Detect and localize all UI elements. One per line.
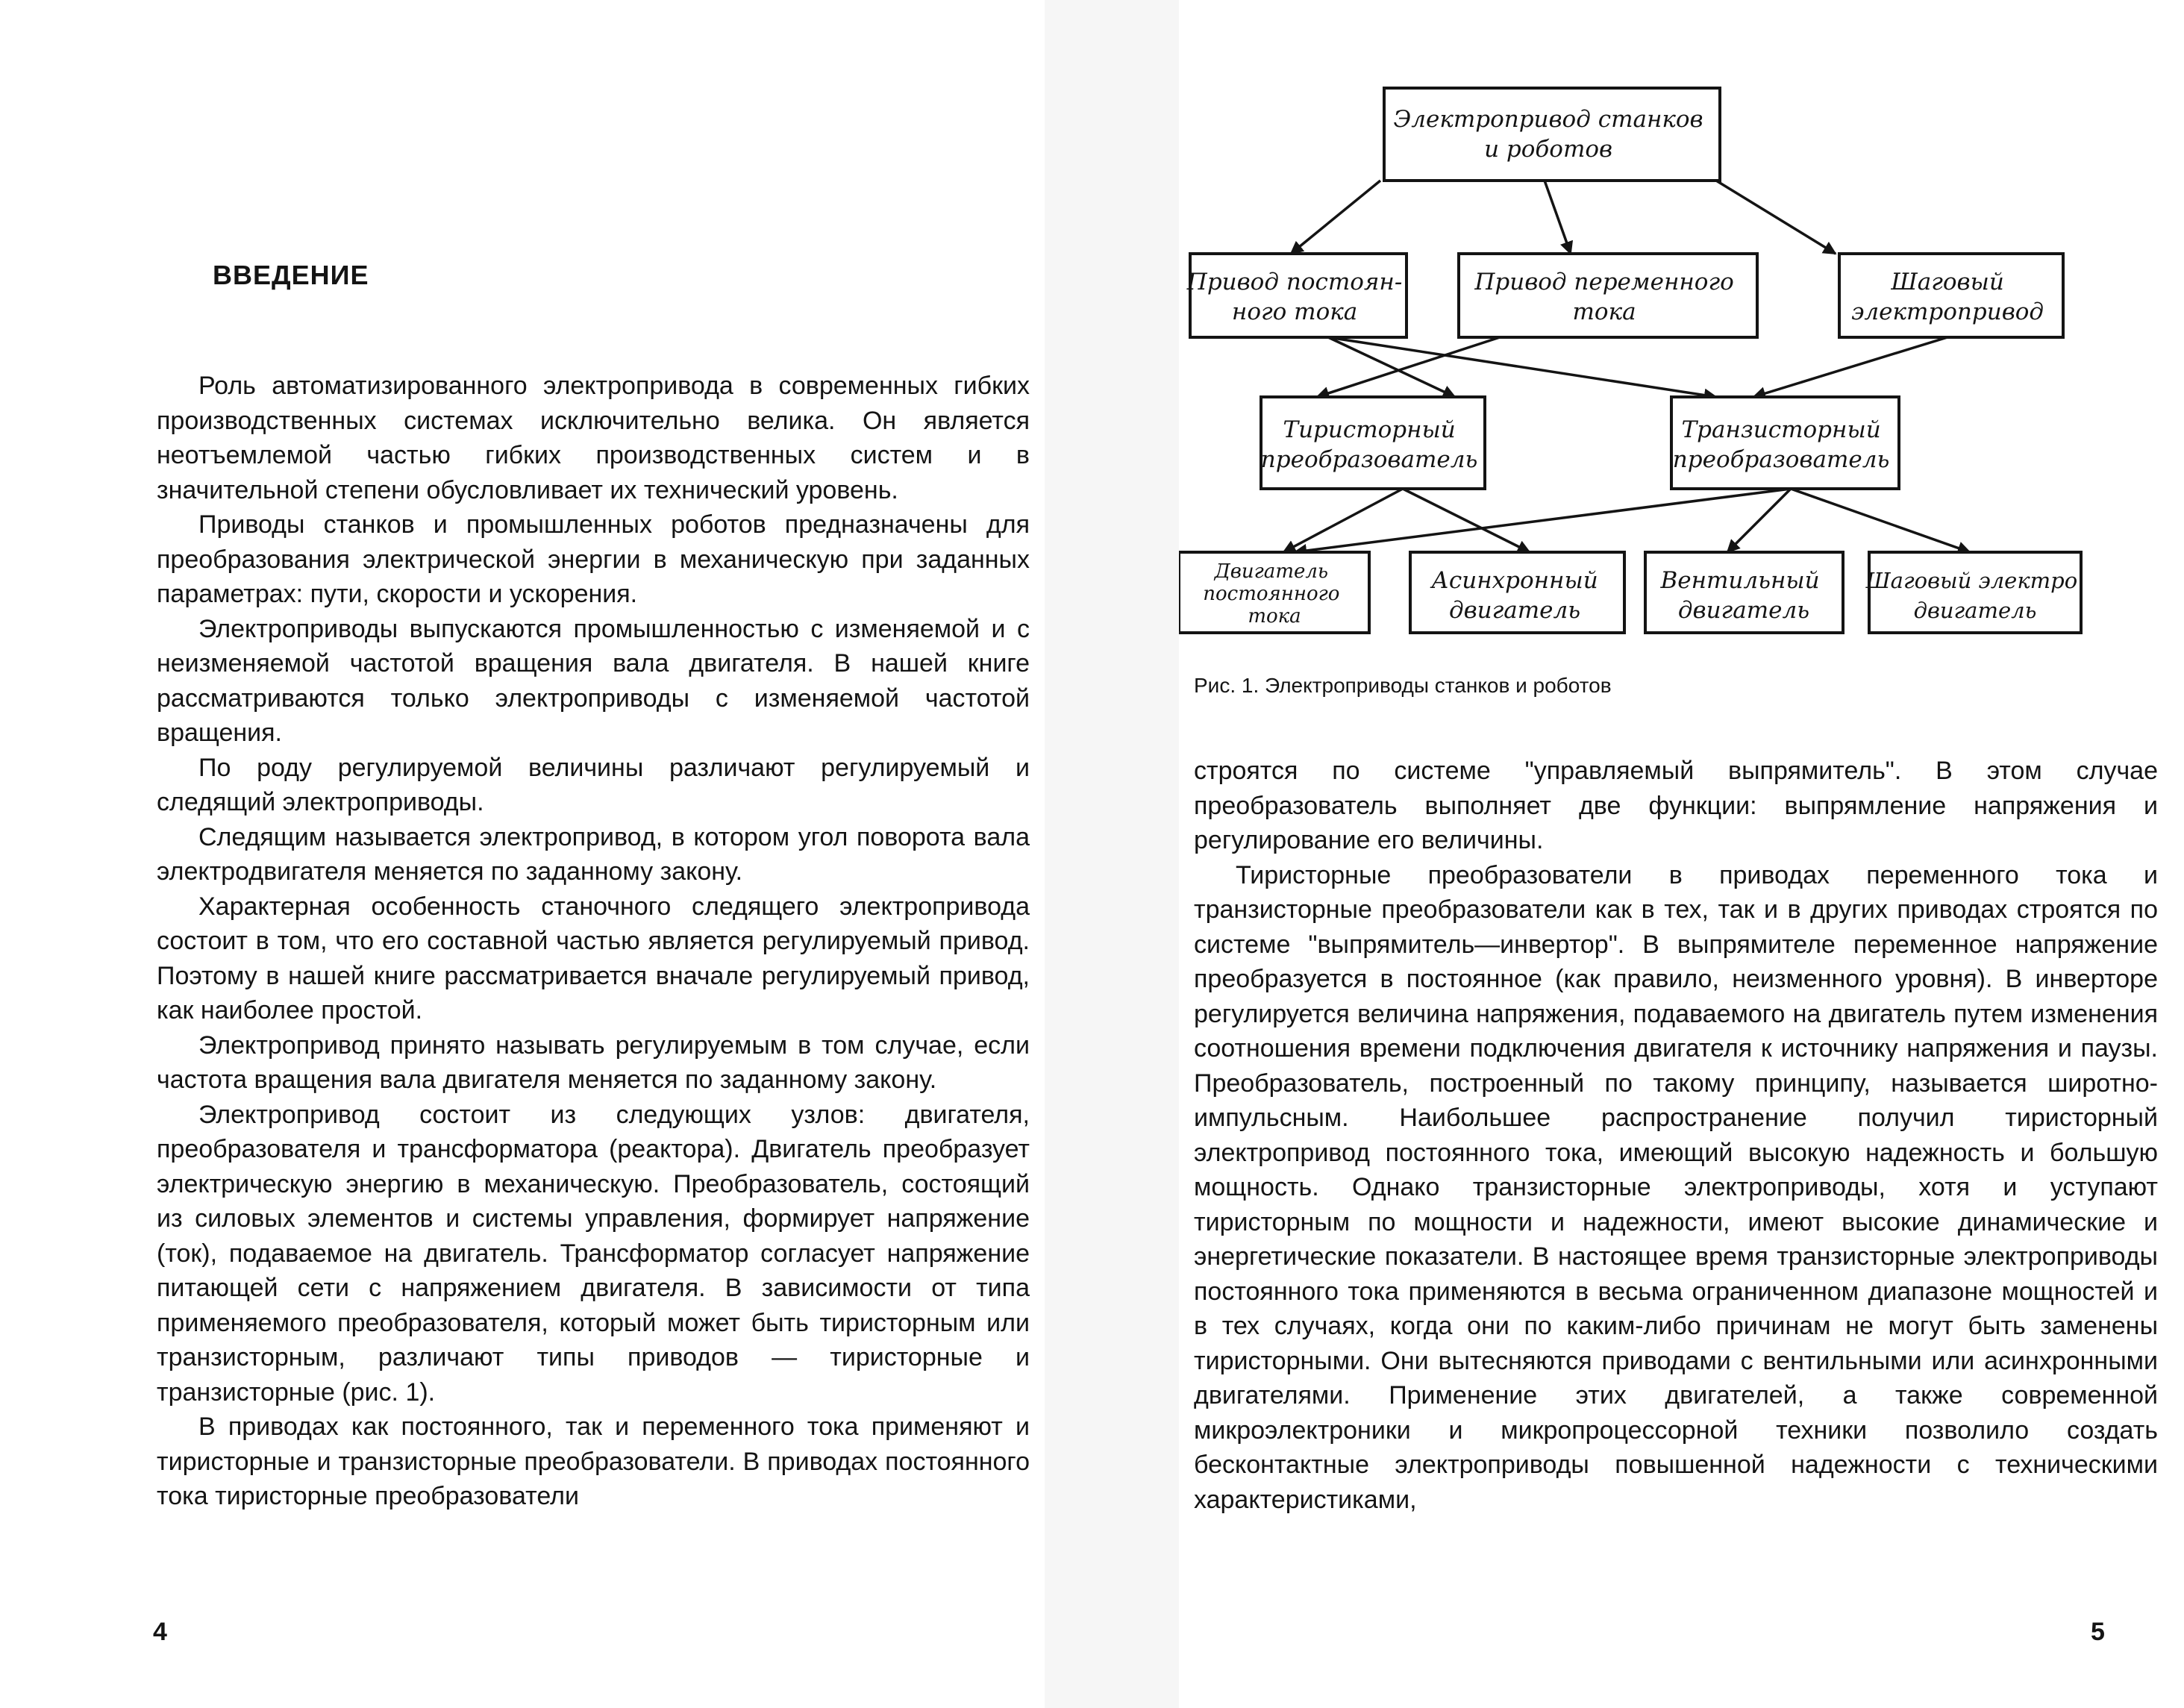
- paragraph: Электропривод принято называть регулируемым в том случае, если частота вращения вала двигателя меняется по заданному закону.: [157, 1030, 1030, 1094]
- arrow: [1545, 181, 1571, 254]
- paragraph: строятся по системе "управляемый выпрямитель". В этом случае преобразователь выполняет две функции: выпрямление напряжения и регулирование его величины.: [1194, 757, 2158, 854]
- arrow: [1727, 489, 1791, 552]
- arrow: [1791, 489, 1970, 552]
- paragraph: Электропривод состоит из следующих узлов: двигателя, преобразователя и трансформатора (реактора). Двигатель преобразует электрическую энергию в механическую. Преобразователь, состоящий из силовых элементов и системы управления, формирует напряжение (ток), подаваемое на двигатель. Трансформатор согласует напряжение питающей сети с напряжением двигателя. В зависимости от типа применяемого преобразователя, который может быть тиристорным или транзисторным, различают типы приводов — тиристорные и транзисторные (рис. 1).: [157, 1100, 1030, 1407]
- arrow: [1295, 489, 1791, 552]
- book-gutter: [1045, 0, 1179, 1708]
- arrow: [1403, 489, 1530, 552]
- right-page-body: [1194, 754, 2158, 1517]
- paragraph: В приводах как постоянного, так и переменного тока применяют и тиристорные и транзисторные преобразователи. В приводах постоянного тока тиристорные преобразователи: [157, 1413, 1030, 1510]
- arrow: [1283, 489, 1403, 552]
- arrow: [1328, 337, 1716, 397]
- diagram-boxes: [1179, 88, 2081, 633]
- right-page: [1179, 0, 2184, 1708]
- diagram-arrows: [1283, 181, 1970, 552]
- paragraph: По роду регулируемой величины различают регулируемый и следящий электроприводы.: [157, 753, 1030, 816]
- arrow: [1291, 181, 1380, 254]
- left-page-body: [157, 369, 1030, 1514]
- arrow: [1753, 337, 1947, 397]
- page-number-right: 5: [2091, 1618, 2105, 1646]
- hierarchy-diagram: [1179, 75, 2184, 664]
- page-number-left: 4: [153, 1618, 167, 1646]
- paragraph: Характерная особенность станочного следящего электропривода состоит в том, что его составной частью является регулируемый привод. Поэтому в нашей книге рассматривается вначале регулируемый привод, как наиболее простой.: [157, 892, 1030, 1025]
- paragraph: Приводы станков и промышленных роботов предназначены для преобразования электрической энергии в механическую при заданных параметрах: пути, скорости и ускорения.: [157, 510, 1030, 608]
- diagram-labels: Электропривод станков и роботов Привод постоян- ного тока Привод переменного тока Шаговый электропривод Тиристорный преобразователь Транзисторный преобразователь Асинхронный двигатель Вентильный двигатель: [1186, 106, 2044, 624]
- left-page: [0, 0, 1045, 1708]
- paragraph: Тиристорные преобразователи в приводах переменного тока и транзисторные преобразователи как в тех, так и в других приводах строятся по системе "выпрямитель—инвертор". В выпрямителе переменное напряжение преобразуется в постоянное (как правило, неизменного уровня). В инверторе регулируется величина напряжения, подаваемого на двигатель путем изменения соотношения времени подключения двигателя к источнику напряжения и паузы. Преобразователь, построенный по такому принципу, называется широтно-импульсным. Наибольшее распространение получил тиристорный электропривод постоянного тока, имеющий высокую надежность и большую мощность. Однако транзисторные электроприводы, хотя и уступают тиристорным по мощности и надежности, имеют высокие динамические и энергетические показатели. В настоящее время транзисторные электроприводы постоянного тока применяются в весьма ограниченном диапазоне мощностей и в тех случаях, когда они по каким-либо причинам не могут быть заменены тиристорными. Они вытесняются приводами с вентильными или асинхронными двигателями. Применение этих двигателей, а также современной микроэлектроники и микропроцессорной техники позволило создать бесконтактные электроприводы повышенной надежности с техническими характеристиками,: [1194, 860, 2158, 1514]
- figure-caption: Рис. 1. Электроприводы станков и роботов: [1194, 674, 1612, 697]
- paragraph: Роль автоматизированного электропривода в современных гибких производственных системах исключительно велика. Он является неотъемлемой частью гибких производственных систем и в значительной степени обусловливает их технический уровень.: [157, 372, 1030, 504]
- paragraph: Электроприводы выпускаются промышленностью с изменяемой и с неизменяемой частотой вращения вала двигателя. В нашей книге рассматриваются только электроприводы с изменяемой частотой вращения.: [157, 614, 1030, 747]
- box-root: [1384, 88, 1720, 181]
- diagram-label-step-motor: Шаговый электро двигатель: [1865, 568, 2078, 623]
- diagram-label-dc-motor: Двигатель постоянного тока: [1203, 560, 1340, 628]
- arrow: [1716, 181, 1836, 254]
- paragraph: Следящим называется электропривод, в котором угол поворота вала электродвигателя меняется по заданному закону.: [157, 822, 1030, 886]
- chapter-heading: ВВЕДЕНИЕ: [213, 260, 369, 290]
